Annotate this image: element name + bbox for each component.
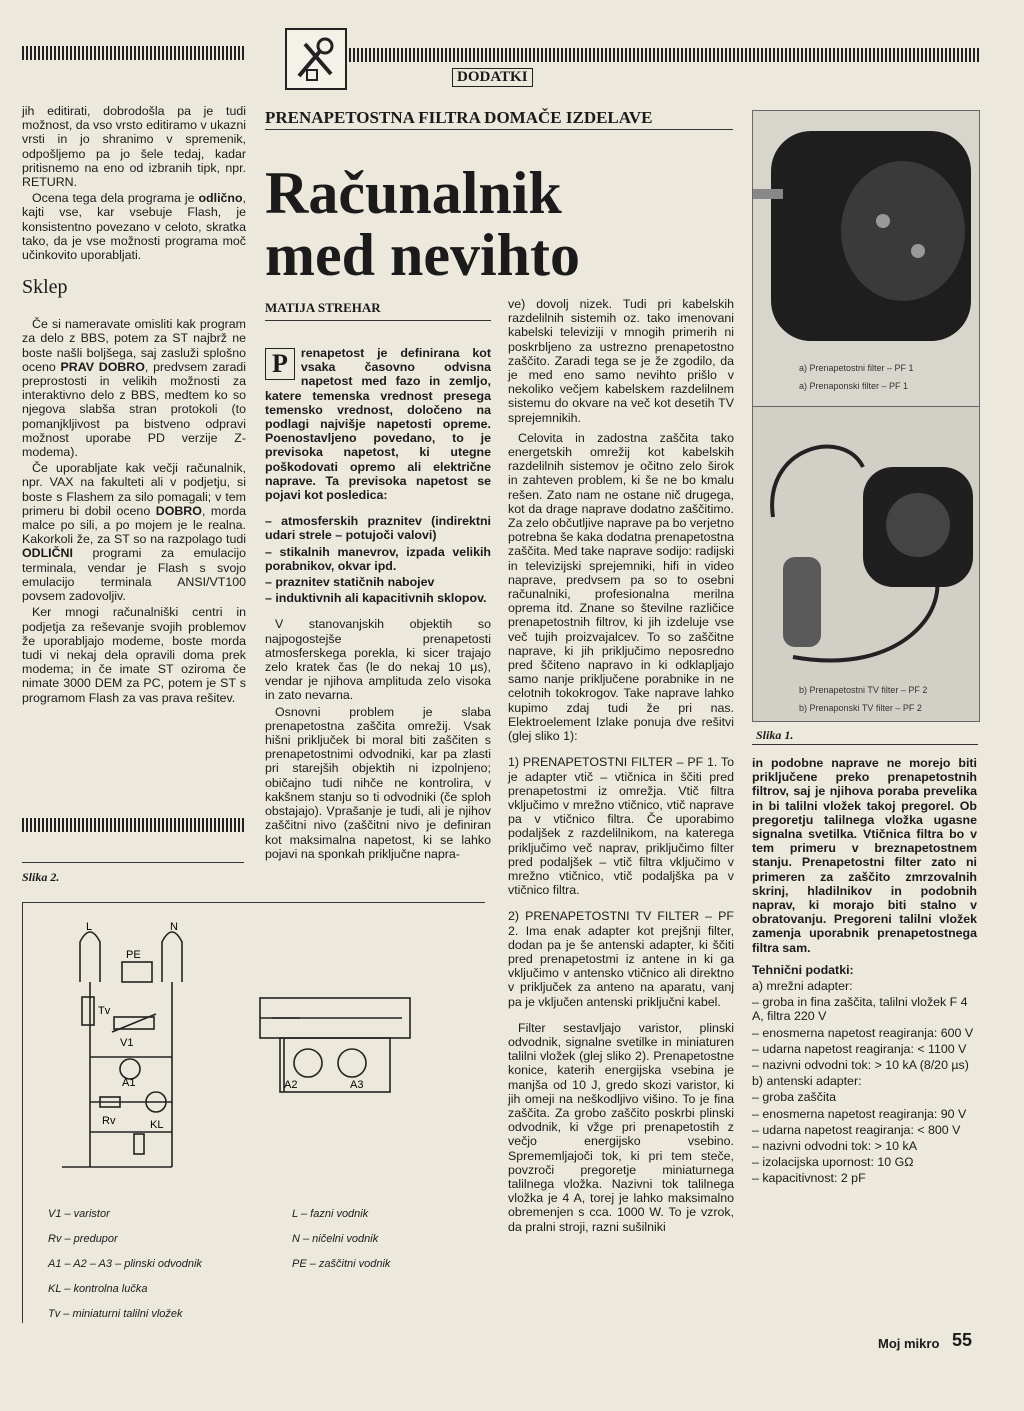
- label-PE: PE: [126, 949, 141, 961]
- intro-paragraph: P renapetost je definirana kot vsaka časovno odvisna napetost med fazo in zemljo, katere temenska vrednost presega temensko vrednost, določeno na podlagi najvišje napetosti opreme. Poenostavljeno povedano, to je previsoka napetost, ki utegne poškodovati opremo ali električne naprave. Ta previsoka napetost se pojavi kot posledica:: [265, 346, 491, 503]
- figure2-caption: Slika 2.: [22, 870, 60, 884]
- kicker-rule: [265, 129, 733, 130]
- legend-item: PE – zaščitni vodnik: [292, 1258, 391, 1270]
- far-right-para1: in podobne naprave ne morejo biti priključene preko prenapetostnih filtrov, saj je njihova poraba prevelika in bi talilni vložek takoj pregorel. Ob pregoretju talilnega vložka ugasne signalna svetilka. Vtičnica filtra bo v tem primeru v breznapetostnem stanju. Prenapetostni filter zato ni primeren za zaščito zmrzovalnih skrinj, hladilnikov in podobnih naprav, ki morajo biti stalno v obratovanju. Pregoreni talilni vložek zamenja uporabnik prenapetostnega filtra sam.: [752, 756, 977, 955]
- label-Tv: Tv: [98, 1005, 111, 1017]
- tech-line-12: – kapacitivnost: 2 pF: [752, 1171, 866, 1186]
- cause-3: – praznitev statičnih nabojev: [265, 575, 435, 590]
- legend-item: Rv – predupor: [48, 1233, 118, 1245]
- label-pf2-b: b) Prenaponski TV filter – PF 2: [799, 703, 922, 713]
- right-para3: Filter sestavljajo varistor, plinski odvodnik, signalne svetilke in miniaturen talilni vložek (glej sliko 2). Prenapetostne konice, katerih energijska vsebina je manjša od 10 J, gredo skozi varistor, ki jih omeji na neškodljivo višino. To je fina zaščita. Za grobo zaščito poskrbi plinski odvodnik, ki vžge pri prenapetostih z večjo energijsko vsebino. Sprememljajoči tok, ki pri tem steče, povzroči pregoretje miniaturnega talilnega vložka. Nazivni tok talilnega vložka je 4 A, torej je lahko maksimalno obremenjen s cca. 1000 W. To je vzrok, da pralni stroji, razni sušilniki: [508, 1020, 734, 1234]
- legend-item: Tv – miniaturni talilni vložek: [48, 1308, 183, 1320]
- label-A1: A1: [122, 1077, 136, 1089]
- tech-line-5: – nazivni odvodni tok: > 10 kA (8/20 µs): [752, 1058, 969, 1073]
- tech-line-4: – udarna napetost reagiranja: < 1100 V: [752, 1041, 967, 1056]
- middle-para2: V stanovanjskih objektih so najpogostejše prenapetosti atmosferskega porekla, ki sicer trajajo zelo kratek čas (le do nekaj 10 µs), vendar je njihova amplituda zelo visoka in zato nevarna.: [265, 617, 491, 703]
- tech-line-1: a) mrežni adapter:: [752, 979, 853, 994]
- label-Rv: Rv: [102, 1115, 116, 1127]
- figure1-caption: Slika 1.: [756, 728, 794, 742]
- tech-line-10: – nazivni odvodni tok: > 10 kA: [752, 1139, 917, 1154]
- top-stripe-right: [345, 48, 979, 62]
- intro-para2: Ocena tega dela programa je odlično, kajti vse, kar vsebuje Flash, je konsistentno povezano v celoto, skratka tako, da je vse možnosti programa moč učinkovito uporabljati.: [22, 191, 246, 263]
- tech-line-3: – enosmerna napetost reagiranja: 600 V: [752, 1025, 974, 1040]
- tech-line-6: b) antenski adapter:: [752, 1074, 862, 1089]
- sklep-heading: Sklep: [22, 276, 68, 299]
- author-rule: [265, 320, 491, 321]
- article-title-line1: Računalnik: [265, 160, 562, 226]
- label-pf1-a: a) Prenapetostni filter – PF 1: [799, 363, 914, 373]
- article-title-line2: med nevihto: [265, 222, 580, 288]
- legend-item: KL – kontrolna lučka: [48, 1283, 148, 1295]
- sklep-para2: Če uporabljate kak večji računalnik, npr. VAX na fakulteti ali v podjetju, si boste s Flashem za silo pomagali; v tem primeru bi dobil oceno DOBRO, morda malce po sili, a po mojem je le realna. Kakorkoli že, za ST so na razpolago tudi ODLIČNI programi za emulacijo terminala, vendar je Flash s svojo emulacijo terminala ANSI/VT100 povsem zadovoljiv.: [22, 461, 246, 604]
- figure2-legend-left: [48, 1202, 202, 1327]
- label-V1: V1: [120, 1037, 134, 1049]
- tech-line-9: – udarna napetost reagiranja: < 800 V: [752, 1122, 961, 1137]
- filter-item-2: 2) PRENAPETOSTNI TV FILTER – PF 2. Ima enak adapter kot prejšnji filter, dodan pa je še antenski adapter, ki ščiti pred prenapetostmi iz antene in ki ga vključimo v antensko vtičnico ali direktno v priključek za anteno na aparatu, vanj pa je vključen antenski priključni kabel.: [508, 909, 734, 1009]
- label-A3: A3: [350, 1079, 364, 1091]
- right-column: [508, 297, 734, 1236]
- sklep-para3: Ker mnogi računalniški centri in podjetja za reševanje svojih problemov že uporabljajo modeme, boste morda tudi vi nekaj dela opravili doma prek modema; in če imate ST oziroma če nimate 3000 DEM za PC, potem je ST s programom Flash za vas prava rešitev.: [22, 605, 246, 705]
- label-pf1-b: a) Prenaponski filter – PF 1: [799, 381, 909, 391]
- label-pf2-a: b) Prenapetostni TV filter – PF 2: [799, 685, 928, 695]
- footer-magazine: Moj mikro: [878, 1336, 940, 1351]
- intro-para1: jih editirati, dobrodošla pa je tudi možnost, da vso vrsto editiramo v ukazni vrsti in jo shranimo v spremenik, odpošljemo pa jo šele tedaj, kadar pritisnemo na eno od izbranih tipk, npr. RETURN.: [22, 104, 246, 190]
- label-KL: KL: [150, 1119, 164, 1131]
- legend-item: V1 – varistor: [48, 1208, 110, 1220]
- tech-line-2: – groba in fina zaščita, talilni vložek F 4 A, filtra 220 V: [752, 995, 968, 1024]
- left-bottom-stripe: [22, 818, 244, 832]
- sklep-para1: Če si nameravate omisliti kak program za delo z BBS, potem za ST najbrž ne boste našli boljšega, saj zasluži splošno oceno PRAV DOBRO, predvsem zaradi preprostosti in velikih možnosti za interaktivno delo z BBS, medtem ko so njegova slabša stran protokoli (to pomanjkljivost pa bistveno odpravi možnost uporabe PD verzije Z- modema).: [22, 317, 247, 460]
- right-para1: ve) dovolj nizek. Tudi pri kabelskih razdelilnih sistemih oz. tako imenovani kabelski televiziji v mnogih primerih ni poskrbljeno za ustrezno prenapetostno zaščito. Zaradi tega se je že zgodilo, da je med eno samo nevihto prišlo v nekoliko večjem kabelskem razdelilnem sistemu do okvare na več kot desetih TV sprejemnikih.: [508, 297, 734, 425]
- cause-4: – induktivnih ali kapacitivnih sklopov.: [265, 591, 487, 606]
- figure2-schematic: [22, 902, 484, 1202]
- tech-heading: Tehnični podatki:: [752, 962, 854, 977]
- tech-line-8: – enosmerna napetost reagiranja: 90 V: [752, 1106, 967, 1121]
- footer-page-number: 55: [952, 1330, 973, 1350]
- filter-item-1: 1) PRENAPETOSTNI FILTER – PF 1. To je adapter vtič – vtičnica in ščiti pred prenapetostmi iz omrežja. Vtič filtra vključimo v mrežno vtičnico, vtič naprave pa v vtičnico filtra. Če uporabimo podaljšek z razdelilnikom, na katerega priključimo več naprav, priključimo filter pred podaljšek – vtič filtra vključimo v mrežno vtičnico, vtič podaljška pa v vtičnico filtra.: [508, 755, 734, 898]
- far-right-column: [752, 752, 977, 1188]
- label-L: L: [86, 921, 93, 933]
- figure1-photo-pf1: [752, 110, 980, 408]
- author: MATIJA STREHAR: [265, 300, 381, 315]
- legend-item: A1 – A2 – A3 – plinski odvodnik: [48, 1258, 202, 1270]
- legend-item: N – ničelni vodnik: [292, 1233, 379, 1245]
- label-N: N: [170, 921, 178, 933]
- cause-1: – atmosferskih praznitev (indirektni udari strele – potujoči valovi): [265, 514, 491, 543]
- figure1-caption-rule: [752, 744, 978, 745]
- top-stripe-left: [22, 46, 244, 60]
- middle-para3: Osnovni problem je slaba prenapetostna zaščita omrežij. Vsak hišni priključek bi moral biti zaščiten s prenapetostnimi odvodniki, kar pa zlasti pri starejših objektih ni izpolnjeno; običajno tudi nihče ne kontrolira, v kakšnem stanju so ti odvodniki (če sploh obstajajo). Vprašanje je tudi, ali je njihov zaščitni nivo (zaščitni nivo je definiran kot maksimalna napetost, ki se lahko pojavi na sponkah priključne napra-: [265, 704, 491, 861]
- legend-item: L – fazni vodnik: [292, 1208, 369, 1220]
- label-A2: A2: [284, 1079, 298, 1091]
- section-label: DODATKI: [452, 68, 533, 87]
- kicker: PRENAPETOSTNA FILTRA DOMAČE IZDELAVE: [265, 108, 653, 127]
- tools-logo-icon: [285, 28, 347, 90]
- tech-line-11: – izolacijska upornost: 10 GΩ: [752, 1155, 914, 1170]
- drop-cap: P: [265, 348, 295, 380]
- tech-line-7: – groba zaščita: [752, 1090, 837, 1105]
- figure2-legend-right: [292, 1202, 390, 1277]
- figure1-photo-pf2: [752, 406, 980, 722]
- right-para2: Celovita in zadostna zaščita tako energetskih omrežij kot kabelskih razdelilnih sistemov je očitno zelo širok in zahteven problem, ki še ne bo kmalu rešen. Zato nam ne ostane nič drugega, kot da drage naprave dodatno zaščitimo. Za zelo občutljive naprave pa bo verjetno potrebna še kaka dodatna prenapetostna zaščita. Med take naprave sodijo: radijski in televizijski sprejemniki, hifi in video naprave, predvsem pa so to osebni računalniki, profesionalna merilna oprema itd. Znane so številne različice prenapetostnih filtrov, ki jih izdeluje vse več tujih proizvajalcev. To so zaščitne naprave, ki jih priključimo neposredno pred ščiteno napravo in ki odklapljajo samo nanje priključene porabnike in ne celotnih tokokrogov. Take naprave lahko kupimo zdaj tudi že pri nas. Elektroelement Izlake ponuja dve rešitvi (glej sliko 1):: [508, 430, 734, 744]
- figure2-top-rule: [22, 862, 244, 863]
- left-column: [22, 104, 246, 707]
- middle-column: [265, 346, 491, 863]
- cause-2: – stikalnih manevrov, izpada velikih porabnikov, okvar ipd.: [265, 544, 491, 573]
